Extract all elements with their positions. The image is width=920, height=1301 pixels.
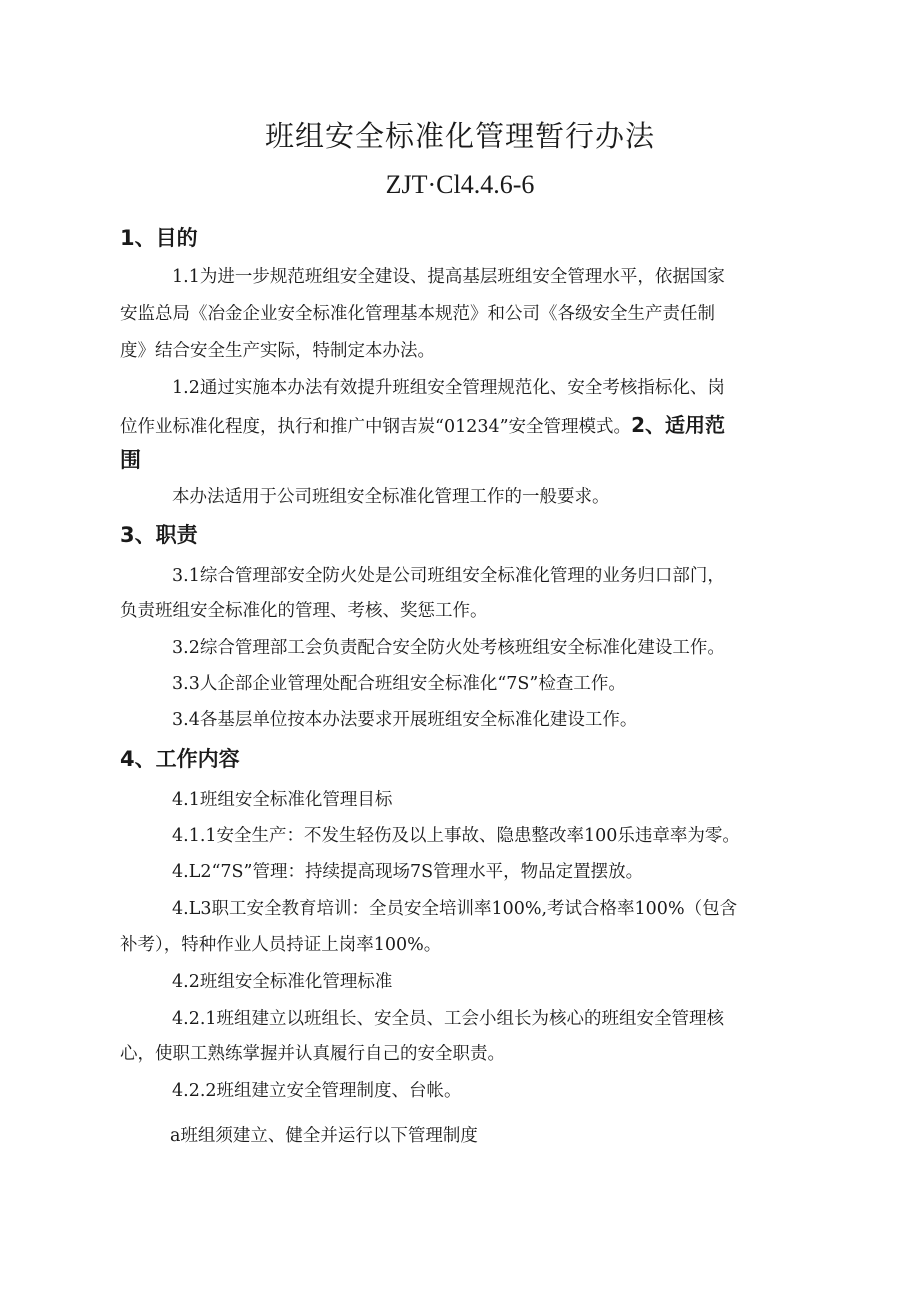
section-heading-scope: 2、适用范	[631, 413, 725, 437]
paragraph-3-4: 3.4各基层单位按本办法要求开展班组安全标准化建设工作。	[172, 710, 638, 730]
document-title: 班组安全标准化管理暂行办法	[264, 119, 655, 153]
paragraph-4-1-3-line-1: 4.L3职工安全教育培训：全员安全培训率100%,考试合格率100%（包含	[172, 899, 738, 919]
section-heading-scope-continued: 围	[120, 448, 141, 472]
paragraph-3-3: 3.3人企部企业管理处配合班组安全标准化“7S”检查工作。	[172, 674, 626, 694]
paragraph-4-2-2: 4.2.2班组建立安全管理制度、台帐。	[172, 1081, 462, 1101]
paragraph-4-2-1-line-2: 心，使职工熟练掌握并认真履行自己的安全职责。	[120, 1044, 505, 1064]
paragraph-a: a班组须建立、健全并运行以下管理制度	[170, 1126, 478, 1146]
paragraph-4-1: 4.1班组安全标准化管理目标	[172, 790, 393, 810]
paragraph-4-1-1: 4.1.1安全生产：不发生轻伤及以上事故、隐患整改率100乐违章率为零。	[172, 826, 740, 846]
paragraph-1-1-line-1: 1.1为进一步规范班组安全建设、提高基层班组安全管理水平，依据国家	[172, 267, 725, 287]
document-code: ZJT·Cl4.4.6-6	[385, 170, 535, 199]
paragraph-1-2-line-1: 1.2通过实施本办法有效提升班组安全管理规范化、安全考核指标化、岗	[172, 378, 725, 398]
section-heading-work-content: 4、工作内容	[120, 747, 240, 771]
section-heading-responsibilities: 3、职责	[120, 523, 198, 547]
paragraph-1-1-line-3: 度》结合安全生产实际，特制定本办法。	[120, 341, 435, 361]
paragraph-1-2-text: 位作业标准化程度，执行和推广中钢吉炭“01234”安全管理模式。	[120, 417, 632, 437]
paragraph-3-2: 3.2综合管理部工会负责配合安全防火处考核班组安全标准化建设工作。	[172, 638, 725, 658]
paragraph-2: 本办法适用于公司班组安全标准化管理工作的一般要求。	[172, 487, 610, 507]
section-heading-purpose: 1、目的	[120, 226, 198, 250]
paragraph-4-1-3-line-2: 补考），特种作业人员持证上岗率100%。	[120, 935, 442, 955]
paragraph-4-2: 4.2班组安全标准化管理标准	[172, 972, 393, 992]
paragraph-4-1-2: 4.L2“7S”管理：持续提高现场7S管理水平，物品定置摆放。	[172, 862, 644, 882]
paragraph-3-1-line-1: 3.1综合管理部安全防火处是公司班组安全标准化管理的业务归口部门，	[172, 566, 725, 586]
paragraph-3-1-line-2: 负责班组安全标准化的管理、考核、奖惩工作。	[120, 601, 488, 621]
paragraph-1-2-line-2	[120, 409, 840, 438]
paragraph-4-2-1-line-1: 4.2.1班组建立以班组长、安全员、工会小组长为核心的班组安全管理核	[172, 1009, 725, 1029]
paragraph-1-1-line-2: 安监总局《冶金企业安全标准化管理基本规范》和公司《各级安全生产责任制	[120, 304, 715, 324]
